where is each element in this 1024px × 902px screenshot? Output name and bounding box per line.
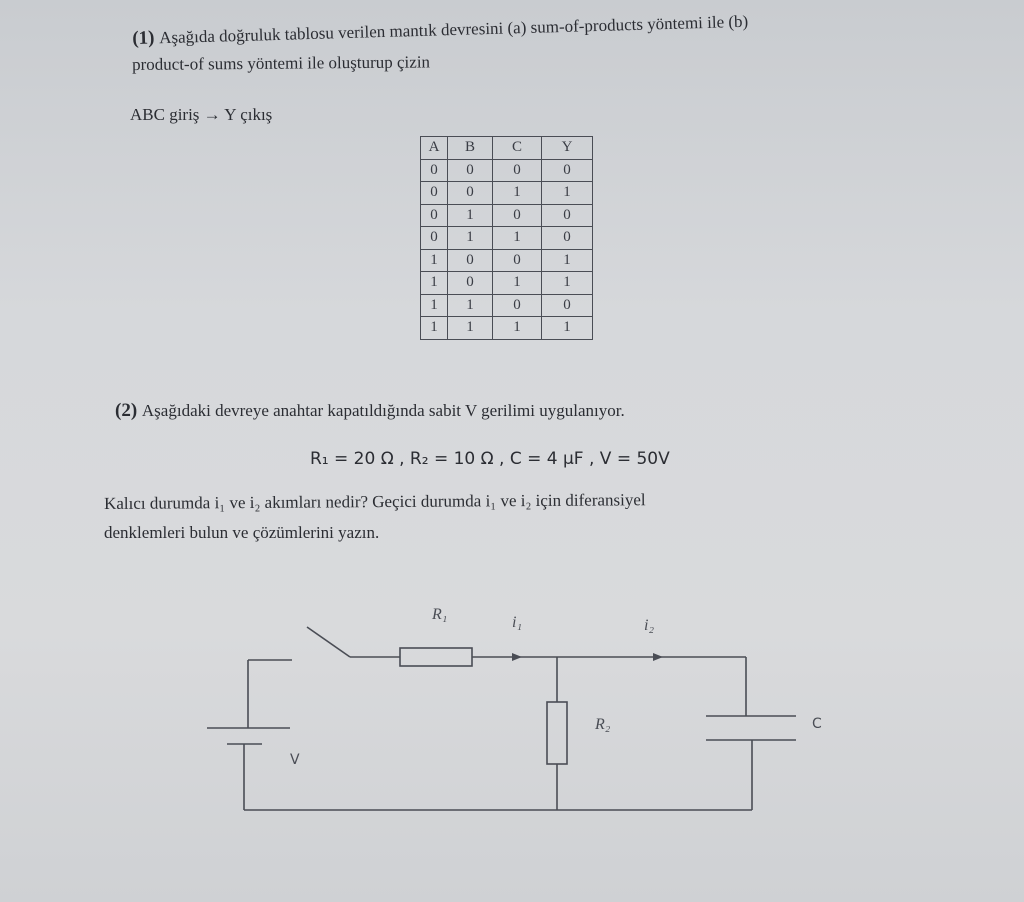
- cell: 0: [421, 182, 448, 205]
- cell: 1: [421, 294, 448, 317]
- cell: 1: [493, 317, 542, 340]
- header-c: C: [493, 137, 542, 160]
- label-c: C: [812, 716, 822, 732]
- cell: 1: [493, 182, 542, 205]
- resistor-r1: [400, 648, 472, 666]
- header-y: Y: [542, 137, 593, 160]
- cell: 1: [493, 227, 542, 250]
- cell: 1: [448, 227, 493, 250]
- cell: 1: [542, 272, 593, 295]
- label-v: V: [290, 752, 300, 768]
- cell: 0: [493, 159, 542, 182]
- question-2-text: Aşağıdaki devreye anahtar kapatıldığında sabit V gerilimi uygulanıyor.: [141, 401, 625, 420]
- cell: 0: [542, 159, 593, 182]
- cell: 1: [493, 272, 542, 295]
- resistor-r2: [547, 702, 567, 764]
- cell: 1: [421, 317, 448, 340]
- cell: 0: [448, 249, 493, 272]
- label-r1: R₁: [432, 606, 448, 623]
- label-r2: R₂: [595, 716, 611, 733]
- cell: 0: [542, 227, 593, 250]
- cell: 1: [448, 317, 493, 340]
- cell: 0: [421, 159, 448, 182]
- cell: 1: [542, 317, 593, 340]
- label-i2: i₂: [644, 617, 655, 634]
- cell: 1: [421, 249, 448, 272]
- cell: 0: [493, 249, 542, 272]
- question-1-line-2: product-of sums yöntemi ile oluşturup çizin: [132, 52, 431, 74]
- question-2-number: (2): [115, 400, 142, 421]
- cell: 1: [448, 294, 493, 317]
- cell: 1: [421, 272, 448, 295]
- cell: 0: [493, 294, 542, 317]
- cell: 1: [542, 249, 593, 272]
- cell: 0: [542, 204, 593, 227]
- cell: 1: [542, 182, 593, 205]
- cell: 1: [448, 204, 493, 227]
- question-1-text: Aşağıda doğruluk tablosu verilen mantık devresini (a) sum-of-products yöntemi ile (b): [158, 11, 749, 48]
- question-1-number: (1): [132, 27, 160, 49]
- cell: 0: [421, 227, 448, 250]
- label-i1: i₁: [512, 614, 523, 631]
- header-b: B: [448, 137, 493, 160]
- cell: 0: [542, 294, 593, 317]
- question-2-line-3: denklemleri bulun ve çözümlerini yazın.: [104, 523, 380, 542]
- io-description: ABC giriş → Y çıkış: [130, 105, 273, 124]
- cell: 0: [493, 204, 542, 227]
- current-arrow-i1: [512, 653, 522, 661]
- cell: 0: [448, 159, 493, 182]
- header-a: A: [421, 137, 448, 160]
- current-arrow-i2: [653, 653, 663, 661]
- cell: 0: [448, 272, 493, 295]
- question-2-line-2: Kalıcı durumda i₁ ve i₂ akımları nedir? Geçici durumda i₁ ve i₂ için diferansiyel: [104, 490, 646, 513]
- cell: 0: [448, 182, 493, 205]
- cell: 0: [421, 204, 448, 227]
- switch-blade: [307, 627, 350, 657]
- circuit-parameters: R₁ = 20 Ω , R₂ = 10 Ω , C = 4 μF , V = 50V: [310, 449, 670, 469]
